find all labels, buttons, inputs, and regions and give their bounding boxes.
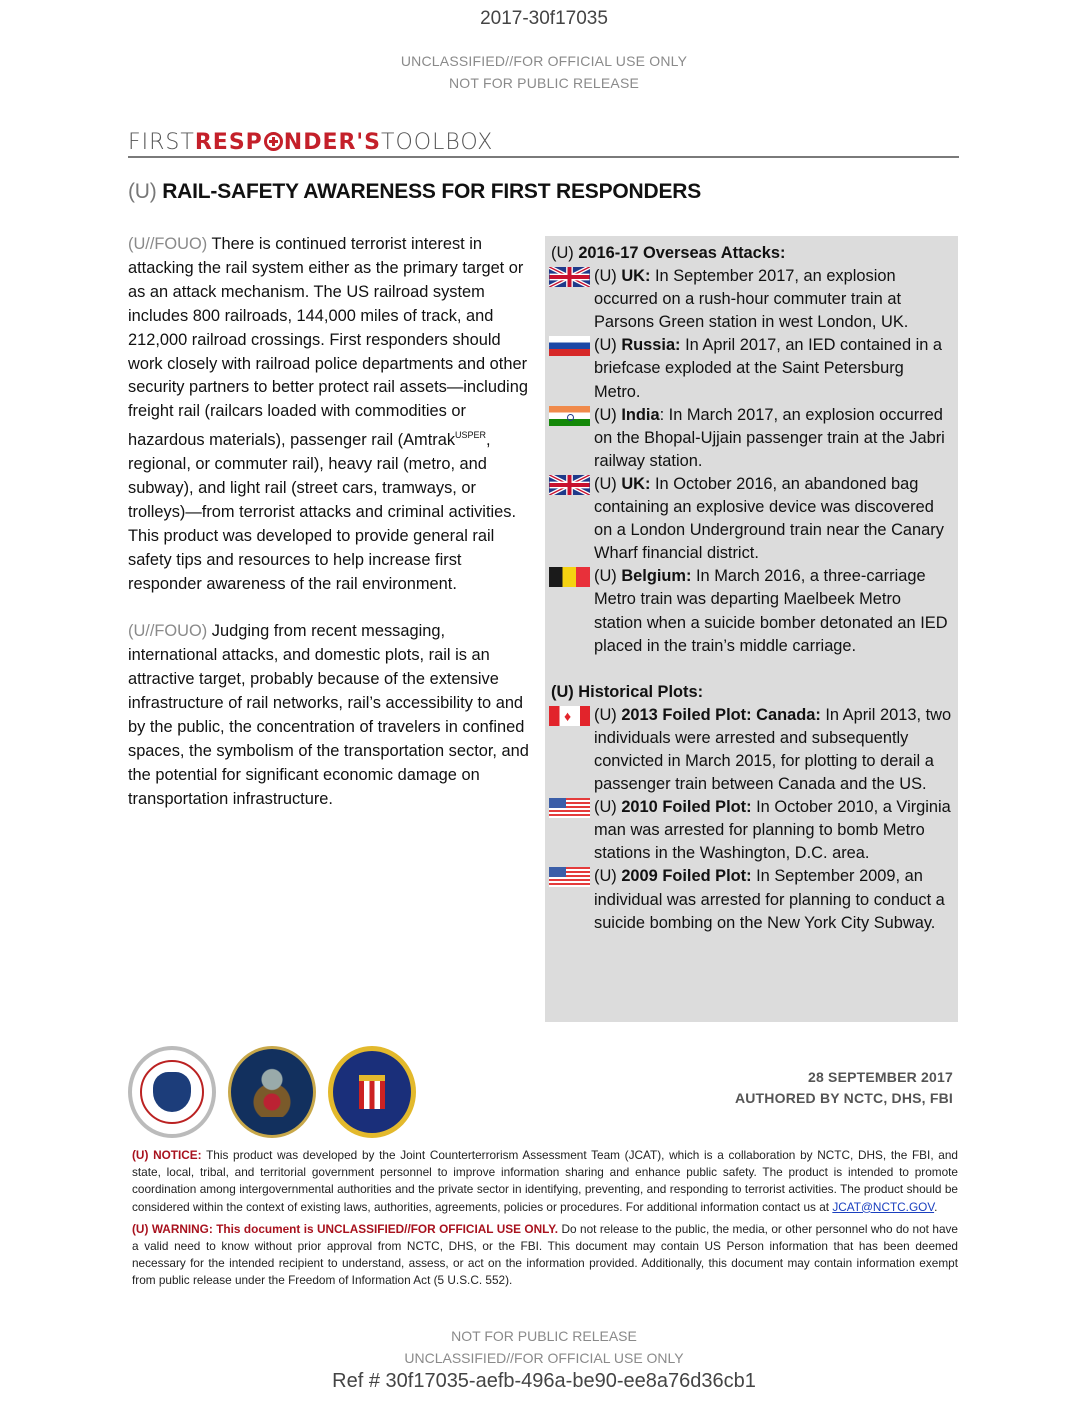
us-flag-icon [549, 798, 590, 818]
reference-number: Ref # 30f17035-aefb-496a-be90-ee8a76d36cb1 [332, 1370, 756, 1392]
agency-seals [128, 1046, 416, 1138]
russia-flag-icon [549, 336, 590, 356]
india-flag-icon [549, 406, 590, 426]
release-banner-bottom: NOT FOR PUBLIC RELEASE [451, 1328, 637, 1344]
uk-flag-icon [549, 475, 590, 495]
brand-toolbox: TOOLBOX [381, 130, 494, 155]
brand-logo [128, 130, 493, 155]
belgium-flag-icon [549, 567, 590, 587]
list-item: (U) 2009 Foiled Plot: In September 2009, an individual was arrested for planning to conduct a suicide bombing on the New York City Subway. [549, 865, 952, 934]
brand-nders: NDER'S [283, 130, 382, 155]
portion-marking: (U//FOUO) [128, 235, 208, 253]
fbi-seal-icon [328, 1046, 416, 1138]
list-item: (U) Belgium: In March 2016, a three-carriage Metro train was departing Maelbeek Metro station when a suicide bomber detonated an IED placed in the train’s middle carriage. [549, 565, 952, 657]
overseas-heading: (U) 2016-17 Overseas Attacks: [551, 244, 786, 262]
spacer [549, 658, 952, 681]
page-title [128, 180, 701, 204]
contact-email-link[interactable]: JCAT@NCTC.GOV [832, 1199, 935, 1214]
classification-banner-top: UNCLASSIFIED//FOR OFFICIAL USE ONLY [400, 53, 688, 69]
usper-marking: USPER [455, 430, 487, 441]
nctc-seal-icon [228, 1046, 316, 1138]
list-item: (U) UK: In September 2017, an explosion occurred on a rush-hour commuter train at Parsons Green station in west London, UK. [549, 265, 952, 334]
canada-flag-icon [549, 706, 590, 726]
list-item: (U) India: In March 2017, an explosion occurred on the Bhopal-Ujjain passenger train at the Jabri railway station. [549, 404, 952, 473]
notice-paragraph: (U) NOTICE: This product was developed by the Joint Counterterrorism Assessment Team (JCAT), which is a collaboration by NCTC, DHS, the FBI, and state, local, tribal, and territorial government personnel to improve information sharing and enhance public safety. The product is intended to promote coordination among intergovernmental authorities and the private sector in identifying, preventing, and responding to terrorist activities. The product should be considered within the context of existing laws, authorities, agreements, policies or procedures. For additional information contact us at JCAT@NCTC.GOV. [132, 1148, 958, 1214]
list-item: (U) 2010 Foiled Plot: In October 2010, a Virginia man was arrested for planning to bomb Metro stations in the Washington, D.C. area. [549, 796, 952, 865]
us-flag-icon [549, 867, 590, 887]
brand-first: FIRST [128, 130, 195, 155]
title-text: RAIL-SAFETY AWARENESS FOR FIRST RESPONDERS [162, 180, 702, 203]
historical-heading: (U) Historical Plots: [551, 682, 704, 701]
uk-flag-icon [549, 267, 590, 287]
classification-banner-bottom: UNCLASSIFIED//FOR OFFICIAL USE ONLY [404, 1350, 684, 1366]
attacks-sidebar [545, 236, 958, 1022]
list-item: (U) Russia: In April 2017, an IED contained in a briefcase exploded at the Saint Petersburg Metro. [549, 334, 952, 403]
medical-cross-icon [264, 132, 283, 151]
dhs-seal-icon [128, 1046, 216, 1138]
release-banner-top: NOT FOR PUBLIC RELEASE [448, 75, 640, 91]
dateline [600, 1067, 953, 1109]
warning-paragraph: (U) WARNING: This document is UNCLASSIFIED//FOR OFFICIAL USE ONLY. Do not release to the public, the media, or other personnel who do not have a valid need to know without prior approval from NCTC, DHS, or the FBI. This document may contain US Person information that has been deemed necessary for the intended recipient to understand, assess, or act on the information provided. Additionally, this document may contain information exempt from public release under the Freedom of Information Act (5 U.S.C. 552). [132, 1221, 958, 1288]
portion-marking: (U//FOUO) [128, 622, 208, 641]
title-marking: (U) [128, 180, 157, 203]
brand-respond: RESP [194, 130, 263, 155]
body-paragraph-1: (U//FOUO) There is continued terrorist interest in attacking the rail system either as the primary target or as an attack mechanism. The US railroad system includes 800 railroads, 144,000 miles of track, and 212,000 railroad crossings. First responders should work closely with railroad police departments and other security partners to better protect rail assets—including freight rail (railcars loaded with commodities or hazardous materials), passenger rail (Amtrak$^{USPER}$, regional, or commuter rail), heavy rail (metro, and subway), and light rail (street cars, tramways, or trolleys)—from terrorist attacks and criminal activities. This product was developed to provide general rail safety tips and resources to help increase first responder awareness of the rail environment. [128, 235, 528, 593]
list-item: ♦ (U) 2013 Foiled Plot: Canada: In April 2013, two individuals were arrested and subsequently convicted in March 2015, for plotting to derail a passenger train between Canada and the US. [549, 704, 952, 796]
body-paragraph-2: (U//FOUO) Judging from recent messaging, international attacks, and domestic plots, rail is an attractive target, probably because of the extensive infrastructure of rail networks, rail’s accessibility to and by the public, the concentration of travelers in confined spaces, the symbolism of the transportation sector, and the potential for significant economic damage on transportation infrastructure. [128, 622, 529, 808]
list-item: (U) UK: In October 2016, an abandoned bag containing an explosive device was discovered on a London Underground train near the Canary Wharf financial district. [549, 473, 952, 565]
disclaimer-block [132, 1147, 958, 1295]
main-body [128, 233, 533, 836]
header-divider [128, 156, 959, 158]
authors: AUTHORED BY NCTC, DHS, FBI [734, 1090, 953, 1106]
publication-date: 28 SEPTEMBER 2017 [807, 1069, 953, 1085]
document-id: 2017-30f17035 [480, 8, 608, 29]
